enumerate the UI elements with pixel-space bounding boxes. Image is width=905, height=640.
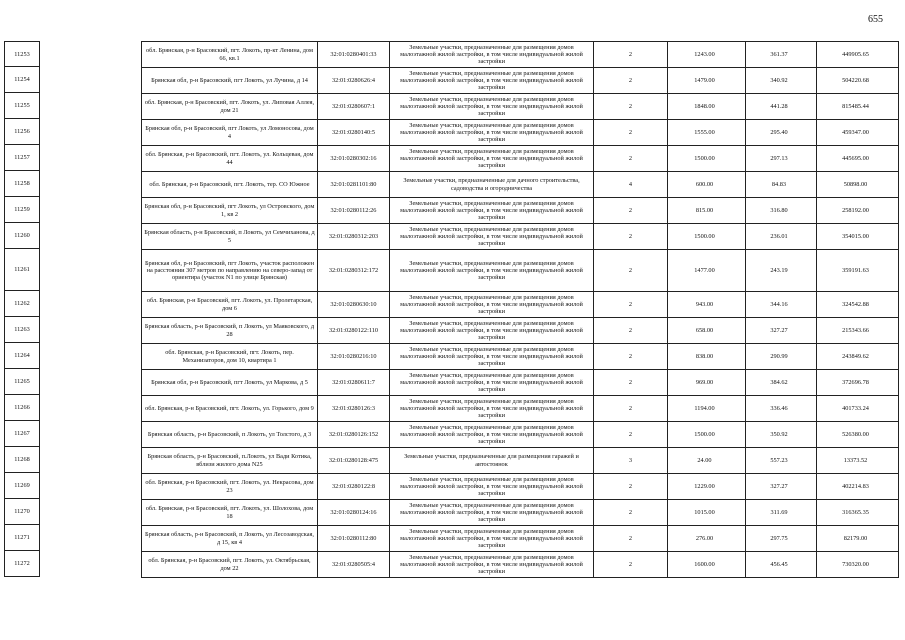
group-cell: 2 — [594, 344, 668, 370]
cadastral-value-cell: 13373.52 — [817, 448, 899, 474]
area-cell: 1500.00 — [668, 422, 746, 448]
address-cell: Брянская обл, р-н Брасовский, пгт Локоть, участок расположен на расстоянии 307 метров по направлению на северо-запад от ориентира (участок N1 по улице Брянская) — [142, 250, 318, 292]
table-row — [142, 370, 899, 396]
row-id: 11263 — [14, 326, 30, 333]
row-id-cell — [4, 421, 40, 447]
group-cell: 2 — [594, 250, 668, 292]
table-row — [142, 422, 899, 448]
land-purpose-cell: Земельные участки, предназначенные для размещения домов малоэтажной жилой застройки, в том числе индивидуальной жилой застройки — [390, 250, 594, 292]
row-id: 11264 — [14, 352, 30, 359]
address-cell: Брянская область, р-н Брасовский, п Локоть, ул Семчиханова, д 5 — [142, 224, 318, 250]
rate-cell: 243.19 — [746, 250, 817, 292]
land-purpose-cell: Земельные участки, предназначенные для дачного строительства, садоводства и огородничества — [390, 172, 594, 198]
area-cell: 838.00 — [668, 344, 746, 370]
cadastral-value-cell: 215343.66 — [817, 318, 899, 344]
row-id: 11255 — [14, 102, 30, 109]
rate-cell: 236.01 — [746, 224, 817, 250]
address-cell: Брянская область, р-н Брасовский, п.Локоть, ул Вади Котика, вблизи жилого дома N25 — [142, 448, 318, 474]
cadastral-value-cell: 459347.00 — [817, 120, 899, 146]
row-id-cell — [4, 145, 40, 171]
row-id: 11253 — [14, 50, 30, 58]
group-cell: 2 — [594, 396, 668, 422]
land-purpose-cell: Земельные участки, предназначенные для размещения домов малоэтажной жилой застройки, в том числе индивидуальной жилой застройки — [390, 146, 594, 172]
land-purpose-cell: Земельные участки, предназначенные для размещения домов малоэтажной жилой застройки, в том числе индивидуальной жилой застройки — [390, 198, 594, 224]
row-id-cell — [4, 67, 40, 93]
row-id-cell — [4, 447, 40, 473]
table-row — [142, 68, 899, 94]
rate-cell: 384.62 — [746, 370, 817, 396]
table-row — [142, 224, 899, 250]
cadastral-number-cell: 32:01:0280626:4 — [318, 68, 390, 94]
group-cell: 2 — [594, 198, 668, 224]
table-row — [142, 120, 899, 146]
rate-cell: 327.27 — [746, 318, 817, 344]
address-cell: Брянская область, р-н Брасовский, п Локоть, ул Маяковского, д 28 — [142, 318, 318, 344]
cadastral-number-cell: 32:01:0280128:475 — [318, 448, 390, 474]
cadastral-number-cell: 32:01:0280126:3 — [318, 396, 390, 422]
group-cell: 2 — [594, 370, 668, 396]
address-cell: обл. Брянская, р-н Брасовский, пгт. Локоть, ул. Кольцевая, дом 44 — [142, 146, 318, 172]
land-purpose-cell: Земельные участки, предназначенные для размещения домов малоэтажной жилой застройки, в том числе индивидуальной жилой застройки — [390, 292, 594, 318]
cadastral-value-cell: 526380.00 — [817, 422, 899, 448]
area-cell: 24.00 — [668, 448, 746, 474]
land-purpose-cell: Земельные участки, предназначенные для размещения домов малоэтажной жилой застройки, в том числе индивидуальной жилой застройки — [390, 526, 594, 552]
row-id: 11258 — [14, 180, 30, 187]
cadastral-value-cell: 445695.00 — [817, 146, 899, 172]
rate-cell: 557.23 — [746, 448, 817, 474]
cadastral-number-cell: 32:01:0280302:16 — [318, 146, 390, 172]
row-id: 11270 — [14, 508, 30, 515]
group-cell: 2 — [594, 42, 668, 68]
table-row — [142, 552, 899, 578]
cadastral-value-cell: 449905.65 — [817, 42, 899, 68]
land-purpose-cell: Земельные участки, предназначенные для размещения домов малоэтажной жилой застройки, в том числе индивидуальной жилой застройки — [390, 422, 594, 448]
group-cell: 2 — [594, 500, 668, 526]
cadastral-value-cell: 815485.44 — [817, 94, 899, 120]
row-id-cell — [4, 249, 40, 291]
table-row — [142, 94, 899, 120]
table-row — [142, 500, 899, 526]
land-purpose-cell: Земельные участки, предназначенные для размещения домов малоэтажной жилой застройки, в том числе индивидуальной жилой застройки — [390, 42, 594, 68]
table-row — [142, 172, 899, 198]
rate-cell: 297.75 — [746, 526, 817, 552]
area-cell: 600.00 — [668, 172, 746, 198]
cadastral-value-cell: 354015.00 — [817, 224, 899, 250]
cadastral-number-cell: 32:01:0280112:26 — [318, 198, 390, 224]
area-cell: 1229.00 — [668, 474, 746, 500]
address-cell: Брянская обл, р-н Брасовский, пгт Локоть, ул Маркова, д 5 — [142, 370, 318, 396]
area-cell: 1600.00 — [668, 552, 746, 578]
group-cell: 2 — [594, 68, 668, 94]
address-cell: обл. Брянская, р-н Брасовский, пгт. Локоть, ул. Пролетарская, дом 6 — [142, 292, 318, 318]
row-id: 11268 — [14, 456, 30, 463]
rate-cell: 441.28 — [746, 94, 817, 120]
area-cell: 1500.00 — [668, 224, 746, 250]
row-id-column — [4, 41, 40, 577]
land-purpose-cell: Земельные участки, предназначенные для размещения домов малоэтажной жилой застройки, в том числе индивидуальной жилой застройки — [390, 318, 594, 344]
rate-cell: 311.69 — [746, 500, 817, 526]
address-cell: обл. Брянская, р-н Брасовский, пгт. Локоть, ул. Октябрьская, дом 22 — [142, 552, 318, 578]
cadastral-number-cell: 32:01:0280607:1 — [318, 94, 390, 120]
row-id: 11257 — [14, 154, 30, 161]
row-id: 11271 — [14, 534, 30, 541]
row-id-cell — [4, 369, 40, 395]
cadastral-value-cell: 258192.00 — [817, 198, 899, 224]
cadastral-value-cell: 504220.68 — [817, 68, 899, 94]
table-row — [142, 448, 899, 474]
area-cell: 969.00 — [668, 370, 746, 396]
address-cell: Брянская обл, р-н Брасовский, пгт Локоть, ул Ломоносова, дом 4 — [142, 120, 318, 146]
rate-cell: 336.46 — [746, 396, 817, 422]
table-row — [142, 474, 899, 500]
row-id-cell — [4, 197, 40, 223]
land-purpose-cell: Земельные участки, предназначенные для размещения домов малоэтажной жилой застройки, в том числе индивидуальной жилой застройки — [390, 500, 594, 526]
land-purpose-cell: Земельные участки, предназначенные для размещения домов малоэтажной жилой застройки, в том числе индивидуальной жилой застройки — [390, 68, 594, 94]
row-id-cell — [4, 171, 40, 197]
address-cell: обл. Брянская, р-н Брасовский, пгт. Локоть, ул. Горького, дом 9 — [142, 396, 318, 422]
address-cell: обл. Брянская, р-н Брасовский, пгт. Локоть, пр-кт Ленина, дом 66, кв.1 — [142, 42, 318, 68]
cadastral-value-cell: 359191.63 — [817, 250, 899, 292]
area-cell: 658.00 — [668, 318, 746, 344]
land-purpose-cell: Земельные участки, предназначенные для размещения домов малоэтажной жилой застройки, в том числе индивидуальной жилой застройки — [390, 224, 594, 250]
area-cell: 1479.00 — [668, 68, 746, 94]
cadastral-number-cell: 32:01:0281101:80 — [318, 172, 390, 198]
address-cell: Брянская область, р-н Брасовский, п Локоть, ул Толстого, д 3 — [142, 422, 318, 448]
cadastral-number-cell: 32:01:0280611:7 — [318, 370, 390, 396]
row-id-cell — [4, 551, 40, 577]
row-id-cell — [4, 525, 40, 551]
table-row — [142, 292, 899, 318]
row-id: 11254 — [14, 76, 30, 83]
land-purpose-cell: Земельные участки, предназначенные для размещения домов малоэтажной жилой застройки, в том числе индивидуальной жилой застройки — [390, 474, 594, 500]
table-row — [142, 42, 899, 68]
cadastral-value-cell: 324542.88 — [817, 292, 899, 318]
cadastral-value-cell: 316365.35 — [817, 500, 899, 526]
cadastral-value-cell: 402214.83 — [817, 474, 899, 500]
land-purpose-cell: Земельные участки, предназначенные для размещения домов малоэтажной жилой застройки, в том числе индивидуальной жилой застройки — [390, 94, 594, 120]
land-purpose-cell: Земельные участки, предназначенные для размещения домов малоэтажной жилой застройки, в том числе индивидуальной жилой застройки — [390, 552, 594, 578]
table-row — [142, 250, 899, 292]
area-cell: 943.00 — [668, 292, 746, 318]
rate-cell: 290.99 — [746, 344, 817, 370]
rate-cell: 316.80 — [746, 198, 817, 224]
rate-cell: 295.40 — [746, 120, 817, 146]
rate-cell: 456.45 — [746, 552, 817, 578]
cadastral-number-cell: 32:01:0280505:4 — [318, 552, 390, 578]
table-row — [142, 146, 899, 172]
land-register-table — [141, 41, 899, 578]
group-cell: 3 — [594, 448, 668, 474]
group-cell: 2 — [594, 224, 668, 250]
area-cell: 1477.00 — [668, 250, 746, 292]
land-purpose-cell: Земельные участки, предназначенные для размещения домов малоэтажной жилой застройки, в том числе индивидуальной жилой застройки — [390, 120, 594, 146]
rate-cell: 297.13 — [746, 146, 817, 172]
table-row — [142, 396, 899, 422]
cadastral-number-cell: 32:01:0280124:16 — [318, 500, 390, 526]
row-id-cell — [4, 223, 40, 249]
area-cell: 815.00 — [668, 198, 746, 224]
area-cell: 1848.00 — [668, 94, 746, 120]
area-cell: 276.00 — [668, 526, 746, 552]
cadastral-number-cell: 32:01:0280401:33 — [318, 42, 390, 68]
group-cell: 2 — [594, 94, 668, 120]
cadastral-value-cell: 243849.62 — [817, 344, 899, 370]
row-id-cell — [4, 41, 40, 67]
cadastral-number-cell: 32:01:0280112:80 — [318, 526, 390, 552]
row-id: 11256 — [14, 128, 30, 135]
row-id: 11269 — [14, 482, 30, 489]
address-cell: Брянская обл, р-н Брасовский, пгт Локоть, ул Островского, дом 1, кв 2 — [142, 198, 318, 224]
row-id: 11262 — [14, 300, 30, 307]
group-cell: 2 — [594, 526, 668, 552]
group-cell: 4 — [594, 172, 668, 198]
rate-cell: 350.92 — [746, 422, 817, 448]
rate-cell: 327.27 — [746, 474, 817, 500]
cadastral-value-cell: 372696.78 — [817, 370, 899, 396]
group-cell: 2 — [594, 474, 668, 500]
land-purpose-cell: Земельные участки, предназначенные для размещения гаражей и автостоянок — [390, 448, 594, 474]
area-cell: 1500.00 — [668, 146, 746, 172]
address-cell: обл. Брянская, р-н Брасовский, пгт. Локоть, пер. Механизаторов, дом 10, квартира 1 — [142, 344, 318, 370]
row-id-cell — [4, 317, 40, 343]
row-id: 11266 — [14, 404, 30, 411]
area-cell: 1015.00 — [668, 500, 746, 526]
row-id-cell — [4, 119, 40, 145]
address-cell: Брянская область, р-н Брасовский, п Локоть, ул Лесозаводская, д 15, кв 4 — [142, 526, 318, 552]
cadastral-number-cell: 32:01:0280312:203 — [318, 224, 390, 250]
cadastral-number-cell: 32:01:0280140:5 — [318, 120, 390, 146]
cadastral-value-cell: 50898.00 — [817, 172, 899, 198]
table-row — [142, 198, 899, 224]
cadastral-value-cell: 82179.00 — [817, 526, 899, 552]
row-id-cell — [4, 395, 40, 421]
table-row — [142, 344, 899, 370]
table-row — [142, 526, 899, 552]
cadastral-value-cell: 730320.00 — [817, 552, 899, 578]
address-cell: обл. Брянская, р-н Брасовский, пгт. Локоть, тер. СО Южное — [142, 172, 318, 198]
row-id-cell — [4, 291, 40, 317]
row-id: 11265 — [14, 378, 30, 385]
rate-cell: 344.16 — [746, 292, 817, 318]
group-cell: 2 — [594, 146, 668, 172]
group-cell: 2 — [594, 422, 668, 448]
row-id: 11259 — [14, 206, 30, 213]
area-cell: 1243.00 — [668, 42, 746, 68]
address-cell: обл. Брянская, р-н Брасовский, пгт. Локоть, ул. Шолохова, дом 18 — [142, 500, 318, 526]
cadastral-number-cell: 32:01:0280126:152 — [318, 422, 390, 448]
row-id: 11267 — [14, 430, 30, 437]
cadastral-number-cell: 32:01:0280312:172 — [318, 250, 390, 292]
cadastral-number-cell: 32:01:0280630:10 — [318, 292, 390, 318]
address-cell: обл. Брянская, р-н Брасовский, пгт. Локоть, ул. Липовая Аллея, дом 21 — [142, 94, 318, 120]
group-cell: 2 — [594, 120, 668, 146]
row-id-cell — [4, 473, 40, 499]
row-id: 11260 — [14, 232, 30, 239]
land-purpose-cell: Земельные участки, предназначенные для размещения домов малоэтажной жилой застройки, в том числе индивидуальной жилой застройки — [390, 370, 594, 396]
row-id: 11261 — [14, 266, 30, 273]
address-cell: обл. Брянская, р-н Брасовский, пгт. Локоть, ул. Некрасова, дом 23 — [142, 474, 318, 500]
row-id-cell — [4, 93, 40, 119]
group-cell: 2 — [594, 318, 668, 344]
address-cell: Брянская обл, р-н Брасовский, пгт Локоть, ул Лучина, д 14 — [142, 68, 318, 94]
group-cell: 2 — [594, 552, 668, 578]
land-purpose-cell: Земельные участки, предназначенные для размещения домов малоэтажной жилой застройки, в том числе индивидуальной жилой застройки — [390, 396, 594, 422]
page-number: 655 — [868, 14, 883, 25]
cadastral-value-cell: 401733.24 — [817, 396, 899, 422]
row-id-cell — [4, 499, 40, 525]
cadastral-number-cell: 32:01:0280216:10 — [318, 344, 390, 370]
group-cell: 2 — [594, 292, 668, 318]
cadastral-number-cell: 32:01:0280122:110 — [318, 318, 390, 344]
row-id-cell — [4, 343, 40, 369]
row-id: 11272 — [14, 560, 30, 567]
land-purpose-cell: Земельные участки, предназначенные для размещения домов малоэтажной жилой застройки, в том числе индивидуальной жилой застройки — [390, 344, 594, 370]
rate-cell: 340.92 — [746, 68, 817, 94]
area-cell: 1555.00 — [668, 120, 746, 146]
area-cell: 1194.00 — [668, 396, 746, 422]
table-row — [142, 318, 899, 344]
rate-cell: 84.83 — [746, 172, 817, 198]
cadastral-number-cell: 32:01:0280122:8 — [318, 474, 390, 500]
rate-cell: 361.37 — [746, 42, 817, 68]
